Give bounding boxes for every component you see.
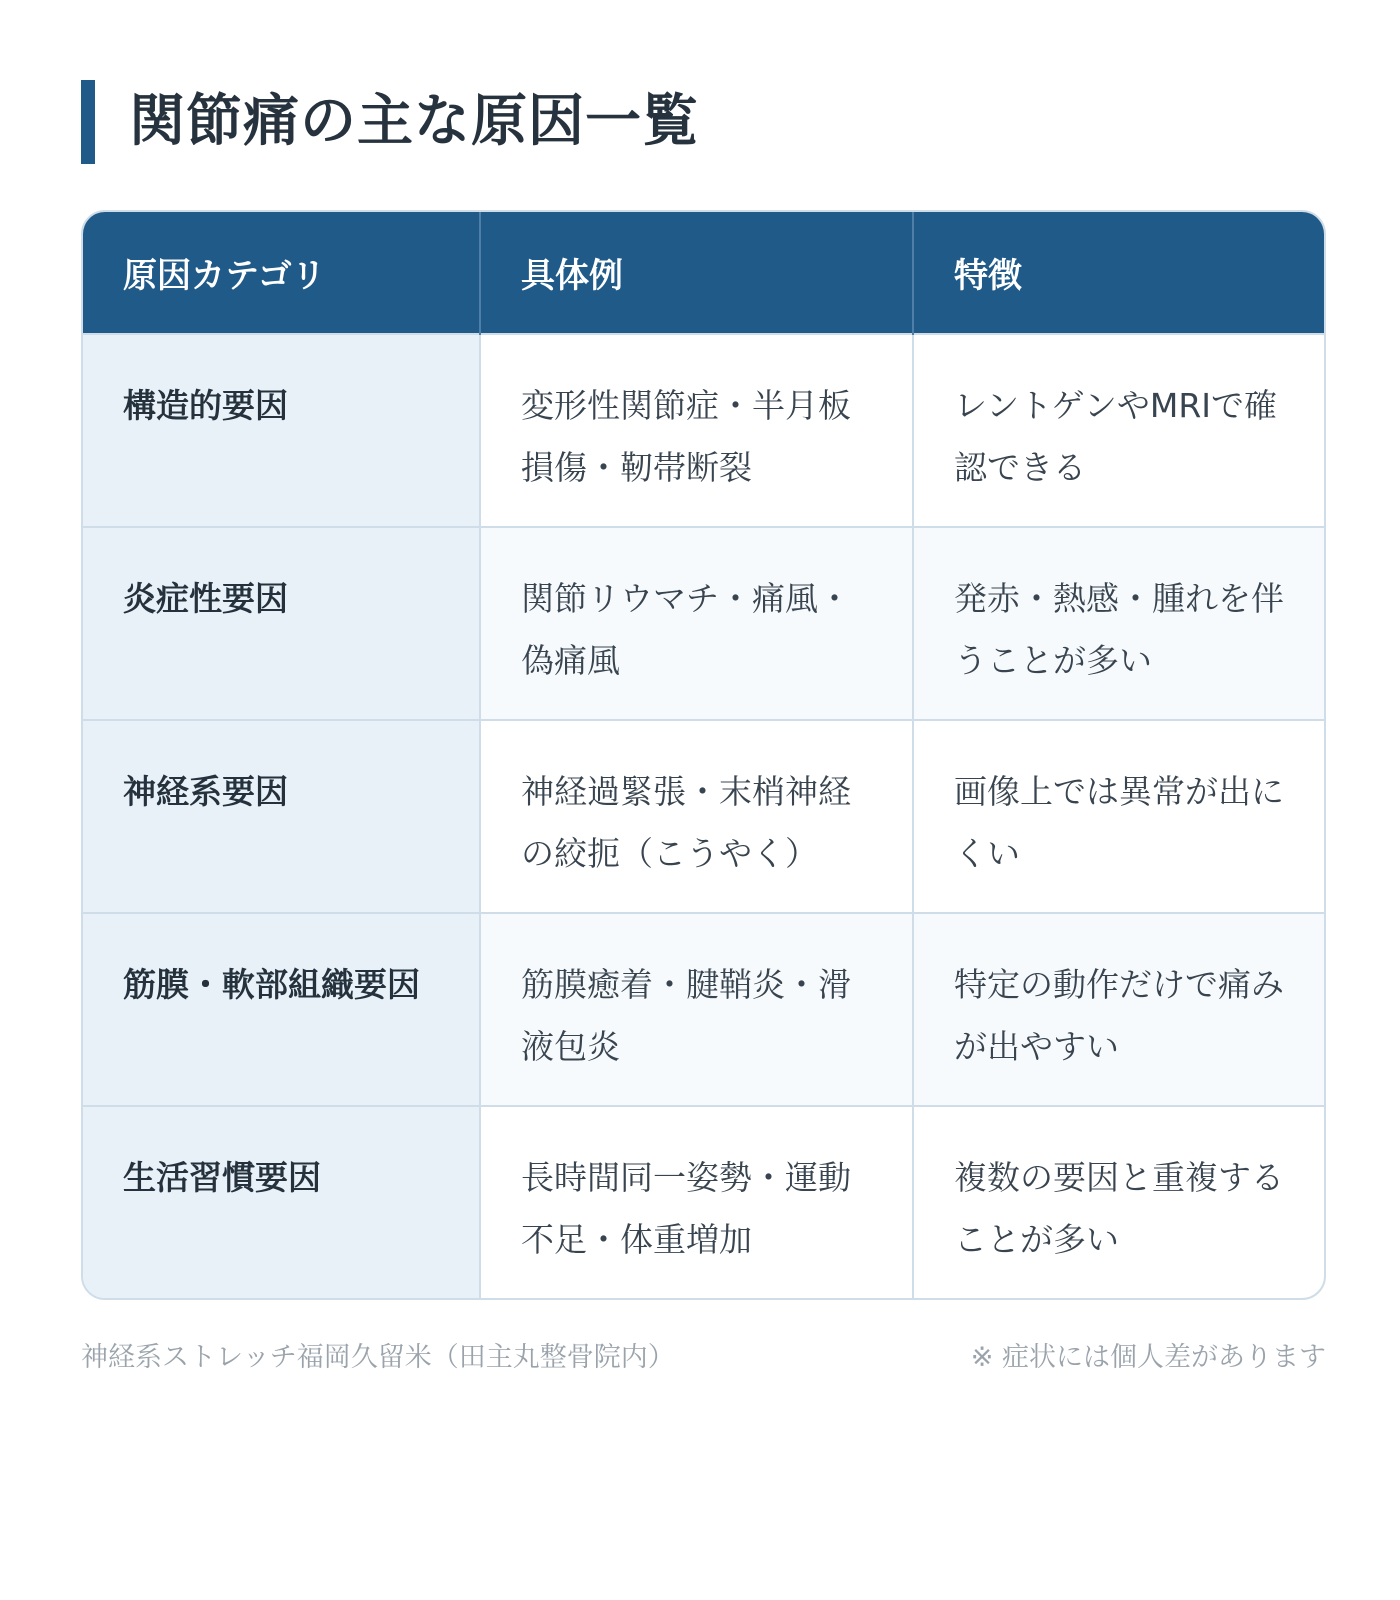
- table-row: [83, 720, 1326, 913]
- row-examples: 長時間同一姿勢・運動不足・体重増加: [480, 1106, 913, 1299]
- row-features: 発赤・熱感・腫れを伴うことが多い: [913, 527, 1326, 720]
- row-examples: 神経過緊張・末梢神経の絞扼（こうやく）: [480, 720, 913, 913]
- row-category: 神経系要因: [83, 720, 480, 913]
- table-header-row: [83, 212, 1326, 334]
- row-features: 特定の動作だけで痛みが出やすい: [913, 913, 1326, 1106]
- table-row: [83, 334, 1326, 527]
- row-category: 構造的要因: [83, 334, 480, 527]
- row-examples: 関節リウマチ・痛風・偽痛風: [480, 527, 913, 720]
- header-features: 特徴: [913, 212, 1326, 334]
- row-examples: 変形性関節症・半月板損傷・靭帯断裂: [480, 334, 913, 527]
- row-category: 生活習慣要因: [83, 1106, 480, 1299]
- table-row: [83, 527, 1326, 720]
- causes-table: [83, 212, 1326, 1299]
- row-features: 複数の要因と重複することが多い: [913, 1106, 1326, 1299]
- header-examples: 具体例: [480, 212, 913, 334]
- footer: [81, 1335, 1326, 1374]
- row-category: 筋膜・軟部組織要因: [83, 913, 480, 1106]
- table-row: [83, 913, 1326, 1106]
- row-features: 画像上では異常が出にくい: [913, 720, 1326, 913]
- header-category: 原因カテゴリ: [83, 212, 480, 334]
- row-examples: 筋膜癒着・腱鞘炎・滑液包炎: [480, 913, 913, 1106]
- title-block: [81, 80, 699, 164]
- causes-table-card: [81, 210, 1326, 1300]
- row-category: 炎症性要因: [83, 527, 480, 720]
- footer-source: 神経系ストレッチ福岡久留米（田主丸整骨院内）: [81, 1342, 675, 1373]
- title-accent-bar: [81, 80, 95, 164]
- footer-note: ※ 症状には個人差があります: [970, 1342, 1326, 1373]
- table-row: [83, 1106, 1326, 1299]
- page-title: 関節痛の主な原因一覧: [129, 89, 699, 154]
- row-features: レントゲンやMRIで確認できる: [913, 334, 1326, 527]
